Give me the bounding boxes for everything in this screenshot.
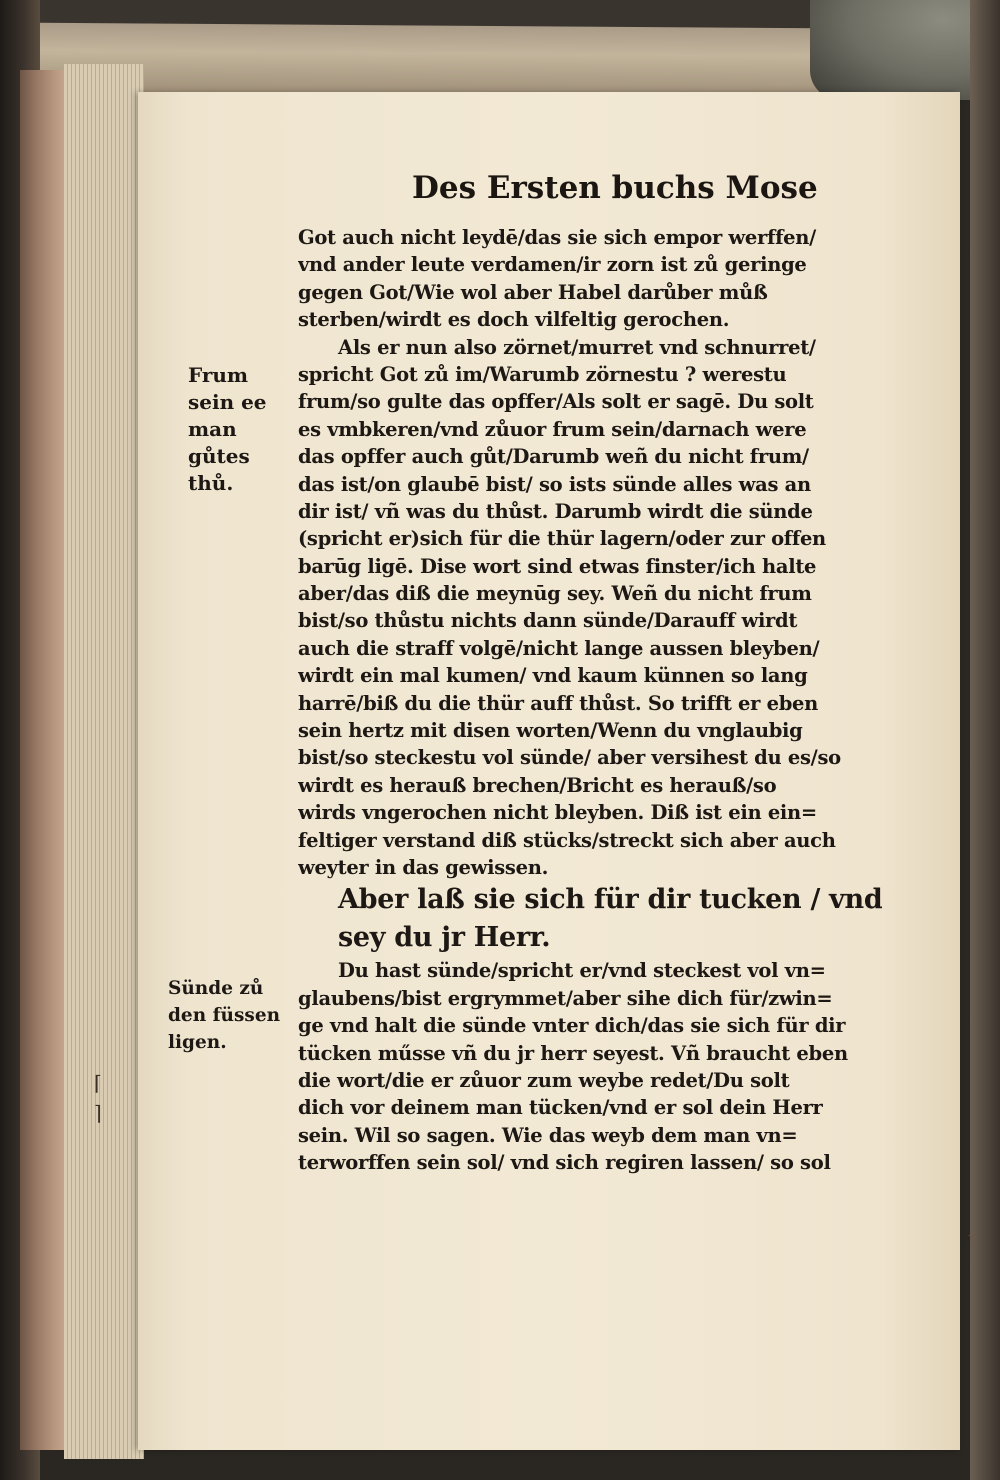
margin-note-frum [188, 362, 298, 497]
right-edge-mark: ᵞ [968, 1230, 977, 1255]
body-text [298, 224, 882, 1177]
text-line: sein hertz mit disen worten/Wenn du vnglaubig [298, 719, 803, 743]
text-line: Got auch nicht leydē/das sie sich empor werffen/ [298, 226, 816, 249]
margin-note-line: thů. [188, 471, 234, 495]
margin-note-line: gůtes [188, 444, 250, 468]
text-line: wirdt ein mal kumen/ vnd kaum künnen so lang [298, 664, 808, 688]
text-line: feltiger verstand diß stücks/streckt sich aber auch [298, 828, 836, 852]
text-line: sein. Wil so sagen. Wie das weyb dem man vn= [298, 1123, 798, 1147]
text-line: es vmbkeren/vnd zůuor frum sein/darnach were [298, 417, 807, 441]
text-line: Als er nun also zörnet/murret vnd schnurret/ [338, 335, 816, 359]
text-line: frum/so gulte das opffer/Als solt er sagē. Du solt [298, 390, 814, 414]
text-line: die wort/die er zůuor zum weybe redet/Du solt [298, 1068, 790, 1092]
text-line: das opffer auch gůt/Darumb weñ du nicht frum/ [298, 445, 809, 469]
page-edge-marks: ⌈ ⌉ [94, 1071, 102, 1125]
margin-note-suende [168, 975, 281, 1056]
text-line: tücken műsse vñ du jr herr seyest. Vñ braucht eben [298, 1041, 848, 1065]
text-line: aber/das diß die meynūg sey. Weñ du nicht frum [298, 582, 812, 606]
text-line: barūg ligē. Dise wort sind etwas finster/ich halte [298, 554, 817, 578]
text-line: vnd ander leute verdamen/ir zorn ist zů geringe [298, 253, 807, 277]
margin-note-line: Frum [188, 363, 249, 387]
text-line: wirds vngerochen nicht bleyben. Diß ist ein ein= [298, 801, 817, 825]
margin-note-line: Sünde zů [168, 978, 264, 999]
text-line: Du hast sünde/spricht er/vnd steckest vol vn= [338, 959, 826, 983]
text-line: weyter in das gewissen. [298, 855, 549, 879]
text-line: wirdt es herauß brechen/Bricht es herauß/so [298, 773, 777, 797]
running-head: Des Ersten buchs Mose [412, 170, 818, 206]
text-line: dich vor deinem man tücken/vnd er sol dein Herr [298, 1096, 823, 1120]
margin-note-line: sein ee [188, 390, 267, 414]
margin-note-line: man [188, 417, 237, 441]
scripture-quote-line: Aber laß sie sich für dir tucken / vnd [338, 884, 882, 916]
text-line: auch die straff volgē/nicht lange aussen bleyben/ [298, 636, 820, 660]
text-line: harrē/biß du die thür auff thůst. So trifft er eben [298, 691, 819, 715]
binding-spine [20, 70, 70, 1450]
text-line: terworffen sein sol/ vnd sich regiren lassen/ so sol [298, 1151, 831, 1175]
scripture-quote-line: sey du jr Herr. [338, 922, 551, 954]
text-line: glaubens/bist ergrymmet/aber sihe dich für/zwin= [298, 986, 833, 1010]
text-line: das ist/on glaubē bist/ so ists sünde alles was an [298, 472, 811, 496]
margin-note-line: den füssen [168, 1005, 281, 1026]
text-line: sterben/wirdt es doch vilfeltig gerochen. [298, 308, 730, 332]
scan-background-right [970, 0, 1000, 1480]
margin-note-line: ligen. [168, 1032, 227, 1053]
text-line: bist/so thůstu nichts dann sünde/Darauff wirdt [298, 609, 798, 633]
text-line: ge vnd halt die sünde vnter dich/das sie sich für dir [298, 1014, 846, 1038]
text-line: gegen Got/Wie wol aber Habel darůber můß [298, 280, 768, 304]
text-line: bist/so steckestu vol sünde/ aber versihest du es/so [298, 746, 841, 770]
text-line: (spricht er)sich für die thür lagern/oder zur offen [298, 527, 826, 551]
text-line: spricht Got zů im/Warumb zörnestu ? werestu [298, 362, 787, 386]
page-stack-edges [64, 64, 144, 1459]
text-line: dir ist/ vñ was du thůst. Darumb wirdt die sünde [298, 499, 813, 523]
